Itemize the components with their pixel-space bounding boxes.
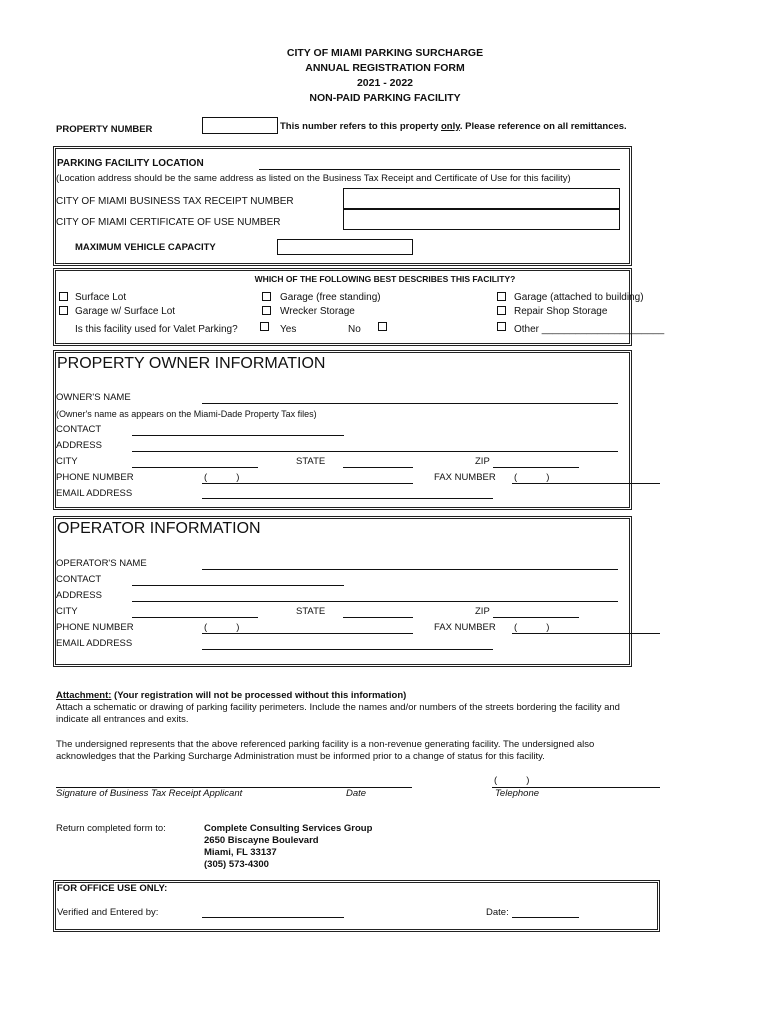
note-text: This number refers to this property bbox=[280, 121, 441, 132]
attachment-bold-text: (Your registration will not be processed without this information) bbox=[111, 690, 407, 701]
statement-line-1: The undersigned represents that the above referenced parking facility is a non-revenue generating facility. The undersigned also bbox=[56, 739, 595, 750]
operator-address-label: ADDRESS bbox=[56, 590, 102, 601]
signature-phone-areacode: ( ) bbox=[494, 775, 530, 786]
garage-free-standing-label: Garage (free standing) bbox=[280, 292, 381, 303]
wrecker-storage-checkbox[interactable] bbox=[262, 306, 271, 315]
return-line-1: Complete Consulting Services Group bbox=[204, 823, 373, 834]
owner-fax-label: FAX NUMBER bbox=[434, 472, 496, 483]
operator-email-label: EMAIL ADDRESS bbox=[56, 638, 133, 649]
operator-phone-line[interactable] bbox=[202, 633, 413, 634]
valet-no-checkbox[interactable] bbox=[378, 322, 387, 331]
cou-label: CITY OF MIAMI CERTIFICATE OF USE NUMBER bbox=[56, 217, 281, 228]
property-number-note bbox=[280, 121, 627, 133]
owner-address-label: ADDRESS bbox=[56, 440, 102, 451]
return-line-3: Miami, FL 33137 bbox=[204, 847, 277, 858]
surface-lot-checkbox[interactable] bbox=[59, 292, 68, 301]
owner-section bbox=[53, 350, 632, 510]
statement-line-2: acknowledges that the Parking Surcharge Administration must be informed prior to a change of status for this facility. bbox=[56, 751, 545, 762]
note-only: only bbox=[441, 121, 460, 132]
return-label: Return completed form to: bbox=[56, 823, 166, 834]
btr-number-input[interactable] bbox=[343, 188, 620, 209]
facility-type-question: WHICH OF THE FOLLOWING BEST DESCRIBES THIS FACILITY? bbox=[254, 274, 516, 284]
header-line-4: NON-PAID PARKING FACILITY bbox=[309, 92, 461, 104]
signature-label: Signature of Business Tax Receipt Applicant bbox=[56, 788, 243, 799]
operator-contact-label: CONTACT bbox=[56, 574, 102, 585]
owner-name-label: OWNER'S NAME bbox=[56, 392, 131, 403]
owner-state-label: STATE bbox=[296, 456, 326, 467]
cou-number-input[interactable] bbox=[343, 209, 620, 230]
operator-contact-line[interactable] bbox=[132, 585, 344, 586]
office-date-label: Date: bbox=[486, 907, 509, 918]
signature-date-label: Date bbox=[346, 788, 367, 799]
capacity-label: MAXIMUM VEHICLE CAPACITY bbox=[75, 242, 216, 253]
owner-email-label: EMAIL ADDRESS bbox=[56, 488, 133, 499]
property-number-label: PROPERTY NUMBER bbox=[56, 124, 153, 135]
btr-label: CITY OF MIAMI BUSINESS TAX RECEIPT NUMBER bbox=[56, 196, 294, 207]
attachment-label: Attachment: bbox=[56, 690, 112, 701]
header-line-1: CITY OF MIAMI PARKING SURCHARGE bbox=[286, 47, 484, 59]
property-number-input[interactable] bbox=[202, 117, 278, 134]
operator-fax-line[interactable] bbox=[512, 633, 660, 634]
garage-free-standing-checkbox[interactable] bbox=[262, 292, 271, 301]
return-line-2: 2650 Biscayne Boulevard bbox=[204, 835, 319, 846]
surface-lot-label: Surface Lot bbox=[75, 292, 127, 303]
attachment-line-1: Attach a schematic or drawing of parking facility perimeters. Include the names and/or numbers of the streets bordering the facility and bbox=[56, 702, 620, 713]
valet-yes-checkbox[interactable] bbox=[260, 322, 269, 331]
operator-phone-areacode: ( ) bbox=[204, 622, 240, 633]
owner-contact-line[interactable] bbox=[132, 435, 344, 436]
owner-city-label: CITY bbox=[56, 456, 78, 467]
location-address-line[interactable] bbox=[259, 169, 620, 170]
owner-fax-areacode: ( ) bbox=[514, 472, 550, 483]
owner-phone-line[interactable] bbox=[202, 483, 413, 484]
office-use-title: FOR OFFICE USE ONLY: bbox=[57, 883, 168, 894]
return-line-4: (305) 573-4300 bbox=[204, 859, 269, 870]
operator-title: OPERATOR INFORMATION bbox=[57, 520, 261, 537]
valet-no-label: No bbox=[348, 324, 361, 335]
other-label: Other ______________________ bbox=[514, 324, 665, 335]
attachment-block bbox=[56, 690, 676, 726]
operator-zip-line[interactable] bbox=[493, 617, 579, 618]
repair-shop-label: Repair Shop Storage bbox=[514, 306, 608, 317]
operator-email-line[interactable] bbox=[202, 649, 493, 650]
note-text-end: . Please reference on all remittances. bbox=[459, 121, 627, 132]
office-date-line[interactable] bbox=[512, 917, 579, 918]
owner-address-line[interactable] bbox=[132, 451, 618, 452]
owner-zip-line[interactable] bbox=[493, 467, 579, 468]
operator-phone-label: PHONE NUMBER bbox=[56, 622, 134, 633]
operator-name-line[interactable] bbox=[202, 569, 618, 570]
attachment-line-2: indicate all entrances and exits. bbox=[56, 714, 189, 725]
garage-attached-label: Garage (attached to building) bbox=[514, 292, 644, 303]
return-address bbox=[204, 823, 372, 871]
repair-shop-checkbox[interactable] bbox=[497, 306, 506, 315]
garage-surface-lot-checkbox[interactable] bbox=[59, 306, 68, 315]
operator-fax-label: FAX NUMBER bbox=[434, 622, 496, 633]
location-title: PARKING FACILITY LOCATION bbox=[57, 158, 204, 169]
statement-block bbox=[56, 739, 676, 763]
owner-title: PROPERTY OWNER INFORMATION bbox=[57, 355, 326, 372]
owner-name-note: (Owner's name as appears on the Miami-Dade Property Tax files) bbox=[56, 409, 317, 419]
operator-section bbox=[53, 516, 632, 667]
location-note: (Location address should be the same address as listed on the Business Tax Receipt and Certificate of Use for this facility) bbox=[56, 173, 571, 184]
owner-state-line[interactable] bbox=[343, 467, 413, 468]
owner-fax-line[interactable] bbox=[512, 483, 660, 484]
wrecker-storage-label: Wrecker Storage bbox=[280, 306, 355, 317]
valet-question: Is this facility used for Valet Parking? bbox=[75, 324, 238, 335]
operator-state-label: STATE bbox=[296, 606, 326, 617]
capacity-input[interactable] bbox=[277, 239, 413, 255]
operator-city-line[interactable] bbox=[132, 617, 258, 618]
owner-contact-label: CONTACT bbox=[56, 424, 102, 435]
garage-attached-checkbox[interactable] bbox=[497, 292, 506, 301]
verified-line[interactable] bbox=[202, 917, 344, 918]
owner-zip-label: ZIP bbox=[475, 456, 490, 467]
owner-phone-label: PHONE NUMBER bbox=[56, 472, 134, 483]
verified-label: Verified and Entered by: bbox=[57, 907, 159, 918]
signature-phone-label: Telephone bbox=[495, 788, 540, 799]
operator-state-line[interactable] bbox=[343, 617, 413, 618]
other-checkbox[interactable] bbox=[497, 322, 506, 331]
valet-yes-label: Yes bbox=[280, 324, 297, 335]
garage-surface-lot-label: Garage w/ Surface Lot bbox=[75, 306, 176, 317]
header-line-3: 2021 - 2022 bbox=[356, 77, 414, 89]
form-header bbox=[0, 46, 770, 106]
operator-name-label: OPERATOR'S NAME bbox=[56, 558, 147, 569]
operator-address-line[interactable] bbox=[132, 601, 618, 602]
owner-name-line[interactable] bbox=[202, 403, 618, 404]
header-line-2: ANNUAL REGISTRATION FORM bbox=[305, 62, 465, 74]
operator-fax-areacode: ( ) bbox=[514, 622, 550, 633]
owner-phone-areacode: ( ) bbox=[204, 472, 240, 483]
owner-email-line[interactable] bbox=[202, 498, 493, 499]
operator-zip-label: ZIP bbox=[475, 606, 490, 617]
operator-city-label: CITY bbox=[56, 606, 78, 617]
owner-city-line[interactable] bbox=[132, 467, 258, 468]
